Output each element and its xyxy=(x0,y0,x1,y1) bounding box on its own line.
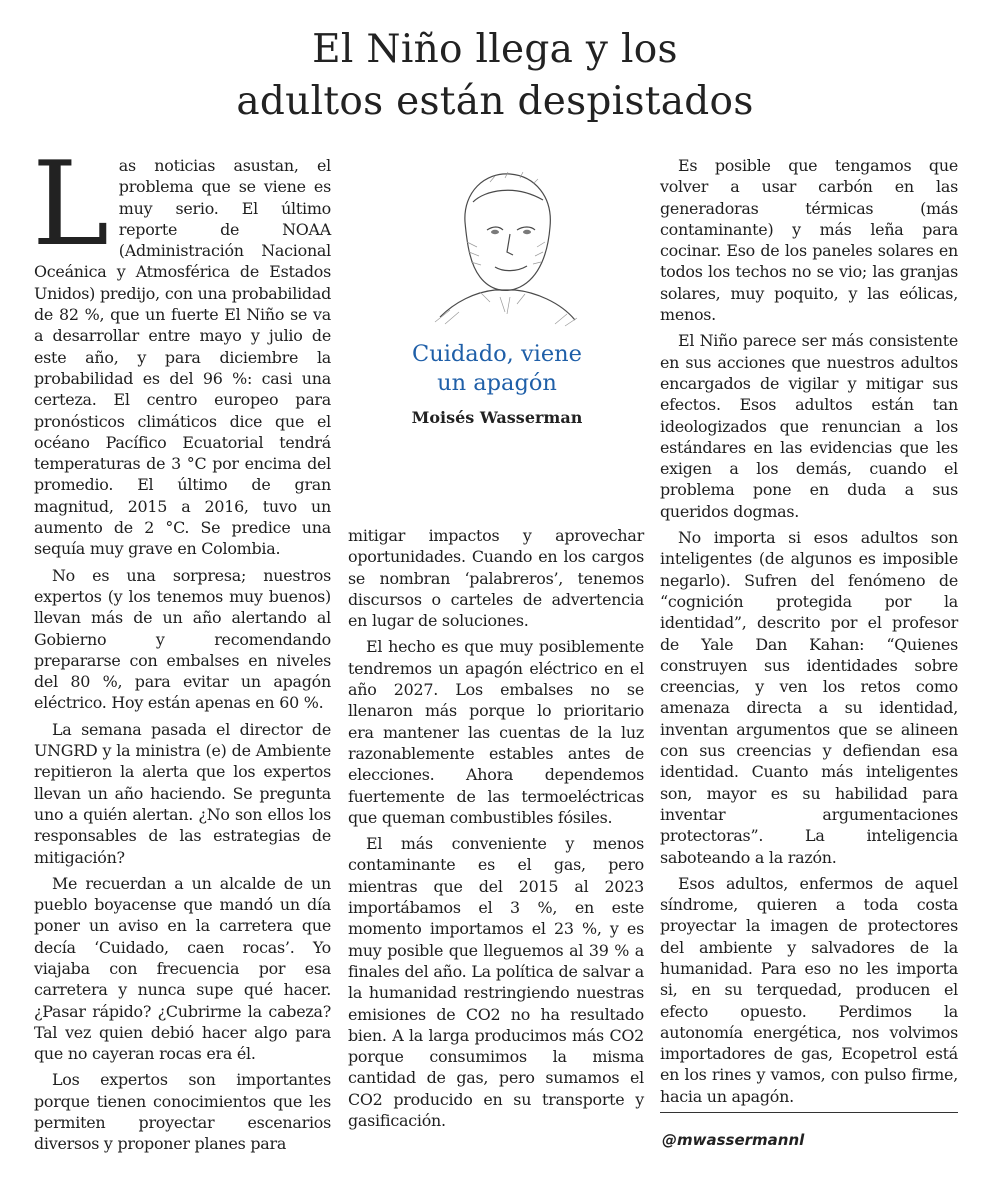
author-portrait-sketch xyxy=(395,152,615,332)
paragraph: No importa si esos adultos son inteligentes (de algunos es imposible negarlo). Sufren del fenómeno de “cognición protegida por la identidad”, descrito por el profesor de Yale Dan Kahan: “Quienes construyen sus identidades sobre creencias, y ven los retos como amenaza directa a su identidad, inventan argumentos que se alineen con sus creencias y defiendan esa identidad. Cuanto más inteligentes son, mayor es su habilidad para inventar argumentaciones protectoras”. La inteligencia saboteando a la razón. xyxy=(660,528,958,867)
divider xyxy=(660,1112,958,1113)
paragraph-text: as noticias asustan, el problema que se viene es muy serio. El último reporte de NOAA (Administración Nacional Oceánica y Atmosférica de Estados Unidos) predijo, con una probabilidad de 82 %, que un fuerte El Niño se va a desarrollar entre mayo y julio de este año, y para diciembre la probabilidad es del 96 %: casi una certeza. El centro europeo para pronósticos climáticos dice que el océano Pacífico Ecuatorial tendrá temperaturas de 3 °C por encima del promedio. El último de gran magnitud, 2015 a 2016, tuvo un aumento de 2 °C. Se predice una sequía muy grave en Colombia. xyxy=(34,156,331,559)
headline xyxy=(60,24,930,128)
article-column-2 xyxy=(348,525,644,1131)
author-social-handle: @mwassermannl xyxy=(662,1131,805,1149)
paragraph: mitigar impactos y aprovechar oportunidades. Cuando en los cargos se nombran ‘palabreros’, tenemos discursos o carteles de advertencia en lugar de soluciones. xyxy=(348,526,644,631)
article-column-3 xyxy=(660,155,958,1107)
drop-cap: L xyxy=(32,137,109,272)
author-byline: Moisés Wasserman xyxy=(411,408,583,427)
paragraph: El Niño parece ser más consistente en sus acciones que nuestros adultos encargados de vigilar y mitigar sus efectos. Esos adultos están tan ideologizados que renuncian a los estándares en las evidencias que les exigen a los demás, cuando el problema pone en duda a sus queridos dogmas. xyxy=(660,331,958,521)
paragraph: El hecho es que muy posiblemente tendremos un apagón eléctrico en el año 2027. Los embalses no se llenaron más porque lo prioritario era mantener las cuentas de la luz razonablemente estables antes de elecciones. Ahora dependemos fuertemente de las termoeléctricas que queman combustibles fósiles. xyxy=(348,637,644,827)
headline-line-2: adultos están despistados xyxy=(236,79,754,124)
paragraph: Esos adultos, enfermos de aquel síndrome, quieren a toda costa proyectar la imagen de protectores del ambiente y salvadores de la humanidad. Para eso no les importa si, en su terquedad, producen el efecto opuesto. Perdimos la autonomía energética, nos volvimos importadores de gas, Ecopetrol está en los rines y vamos, con pulso firme, hacia un apagón. xyxy=(660,873,958,1106)
paragraph: No es una sorpresa; nuestros expertos (y los tenemos muy buenos) llevan más de un año alertando al Gobierno y recomendando prepararse con embalses en niveles del 80 %, para evitar un apagón eléctrico. Hoy están apenas en 60 %. xyxy=(34,565,331,713)
headline-line-1: El Niño llega y los xyxy=(312,27,678,72)
paragraph: El más conveniente y menos contaminante es el gas, pero mientras que del 2015 al 2023 importábamos el 3 %, en este momento importamos el 23 %, y es muy posible que lleguemos al 39 % a finales del año. La política de salvar a la humanidad restringiendo nuestras emisiones de CO2 no ha resultado bien. A la larga producimos más CO2 porque consumimos la misma cantidad de gas, pero sumamos el CO2 producido en su transporte y gasificación. xyxy=(348,834,644,1131)
paragraph: Los expertos son importantes porque tienen conocimientos que les permiten proyectar escenarios diversos y proponer planes para xyxy=(34,1070,331,1154)
paragraph: La semana pasada el director de UNGRD y la ministra (e) de Ambiente repitieron la alerta que los expertos llevan un año haciendo. Se pregunta uno a quién alertan. ¿No son ellos los responsables de las estrategias de mitigación? xyxy=(34,719,331,867)
column-title-line-1: Cuidado, viene xyxy=(411,341,582,367)
column-title-line-2: un apagón xyxy=(437,370,557,396)
article-column-1 xyxy=(32,137,331,1155)
column-title xyxy=(358,340,636,398)
paragraph xyxy=(32,137,331,560)
paragraph: Es posible que tengamos que volver a usar carbón en las generadoras térmicas (más contaminante) y más leña para cocinar. Eso de los paneles solares en todos los techos no se vio; las granjas solares, muy poquito, y las eólicas, menos. xyxy=(660,156,958,325)
paragraph: Me recuerdan a un alcalde de un pueblo boyacense que mandó un día poner un aviso en la carretera que decía ‘Cuidado, caen rocas’. Yo viajaba con frecuencia por esa carretera y nunca supe qué hacer. ¿Pasar rápido? ¿Cubrirme la cabeza? Tal vez quien debió hacer algo para que no cayeran rocas era él. xyxy=(34,873,331,1064)
